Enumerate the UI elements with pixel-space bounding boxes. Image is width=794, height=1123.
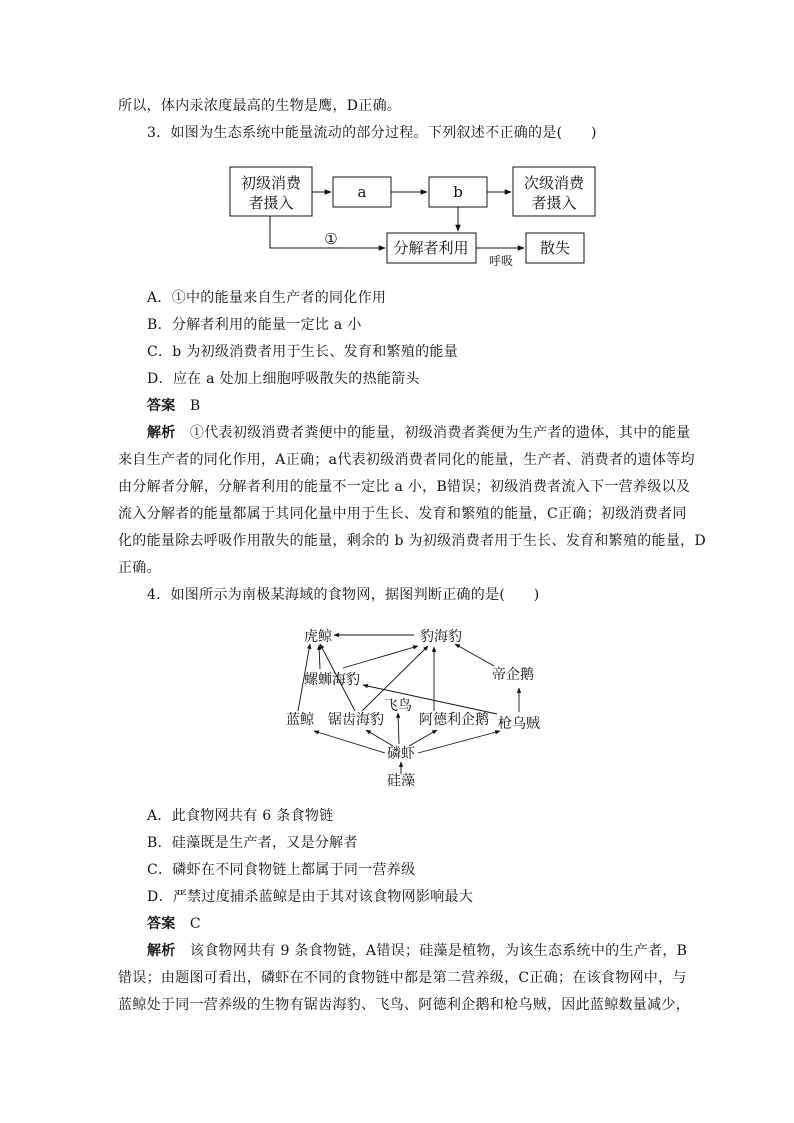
node-killer-whale: 虎鲸 [304, 629, 332, 645]
q4-answer-row [147, 915, 201, 933]
q3-analysis-line-6: 正确。 [118, 560, 161, 576]
circle-1-label: ① [324, 230, 338, 248]
node-krill: 磷虾 [387, 746, 415, 762]
node-crabeater-seal: 锯齿海豹 [328, 712, 384, 728]
q4-option-b: B．硅藻既是生产者，又是分解者 [147, 835, 358, 851]
arrow-weddell-killerwhale [319, 645, 320, 669]
q3-stem: 3．如图为生态系统中能量流动的部分过程。下列叙述不正确的是( ) [147, 125, 597, 141]
q3-option-a: A．①中的能量来自生产者的同化作用 [147, 290, 387, 306]
respiration-label: 呼吸 [488, 254, 514, 268]
q4-analysis-label: 解析 [147, 943, 176, 959]
q4-option-a: A．此食物网共有 6 条食物链 [147, 808, 334, 824]
food-web-diagram [280, 620, 550, 795]
q4-analysis-text-1: 该食物网共有 9 条食物链，A错误；硅藻是植物，为该生态系统中的生产者，B [189, 943, 688, 959]
decomposer-label: 分解者利用 [393, 239, 469, 257]
q3-analysis-line-1 [147, 424, 690, 442]
q4-analysis-line-1 [147, 942, 687, 960]
dissipate-label: 散失 [539, 239, 571, 257]
q3-analysis-label: 解析 [147, 425, 176, 441]
arrow-krill-bird [398, 713, 399, 744]
q3-option-b: B．分解者利用的能量一定比 a 小 [147, 317, 362, 333]
q4-analysis-line-2: 错误；由题图可看出，磷虾在不同的食物链中都是第二营养级，C正确；在该食物网中，与 [118, 970, 687, 986]
q4-stem: 4．如图所示为南极某海域的食物网，据图判断正确的是( ) [147, 587, 540, 603]
node-emperor-penguin: 帝企鹅 [492, 667, 534, 683]
q3-analysis-line-2: 来自生产者的同化作用，A正确；a代表初级消费者同化的能量，生产者、消费者的遗体等均 [118, 452, 695, 468]
q3-answer-value: B [189, 398, 201, 414]
box1-line1: 初级消费 [240, 174, 302, 192]
node-weddell-seal: 螺蛳海豹 [304, 672, 360, 688]
arrow-emperor-leopardseal [455, 644, 494, 666]
box-b-label: b [453, 183, 463, 201]
node-adelie-penguin: 阿德利企鹅 [419, 712, 489, 728]
node-leopard-seal: 豹海豹 [420, 629, 462, 645]
arrow-krill-bluewhale [314, 731, 385, 753]
node-squid: 枪乌贼 [498, 716, 540, 732]
node-bird: 飞鸟 [384, 698, 412, 714]
q3-answer-row [147, 397, 201, 415]
energy-flow-diagram [220, 160, 620, 272]
q4-answer-label: 答案 [147, 916, 176, 932]
box-a-label: a [357, 183, 367, 201]
q4-analysis-line-3: 蓝鲸处于同一营养级的生物有锯齿海豹、飞鸟、阿德利企鹅和枪乌贼，因此蓝鲸数量减少， [118, 997, 690, 1013]
box4-line2: 者摄入 [531, 194, 577, 212]
q3-option-c: C．b 为初级消费者用于生长、发育和繁殖的能量 [147, 344, 459, 360]
intro-line: 所以，体内汞浓度最高的生物是鹰，D正确。 [118, 98, 402, 114]
q3-option-d: D．应在 a 处加上细胞呼吸散失的热能箭头 [147, 371, 420, 387]
q4-answer-value: C [189, 916, 201, 932]
q3-analysis-line-4: 流入分解者的能量都属于其同化量中用于生长、发育和繁殖的能量，C正确；初级消费者同 [118, 506, 687, 522]
q4-option-c: C．磷虾在不同食物链上都属于同一营养级 [147, 862, 416, 878]
q3-analysis-line-5: 化的能量除去呼吸作用散失的能量，剩余的 b 为初级消费者用于生长、发育和繁殖的能量，D [118, 533, 706, 549]
arrow-krill-adelie [409, 730, 437, 746]
q3-analysis-line-3: 由分解者分解，分解者利用的能量不一定比 a 小，B错误；初级消费者流入下一营养级以及 [118, 479, 691, 495]
arrow-krill-crabeater [366, 730, 393, 746]
q4-option-d: D．严禁过度捕杀蓝鲸是由于其对该食物网影响最大 [147, 889, 474, 905]
q3-analysis-text-1: ①代表初级消费者粪便中的能量，初级消费者粪便为生产者的遗体，其中的能量 [189, 425, 691, 441]
node-blue-whale: 蓝鲸 [286, 712, 314, 728]
arrow-weddell-leopardseal [343, 646, 418, 668]
box1-line2: 者摄入 [248, 194, 294, 212]
q3-answer-label: 答案 [147, 398, 176, 414]
node-diatom: 硅藻 [387, 773, 415, 789]
box4-line1: 次级消费 [523, 174, 585, 192]
